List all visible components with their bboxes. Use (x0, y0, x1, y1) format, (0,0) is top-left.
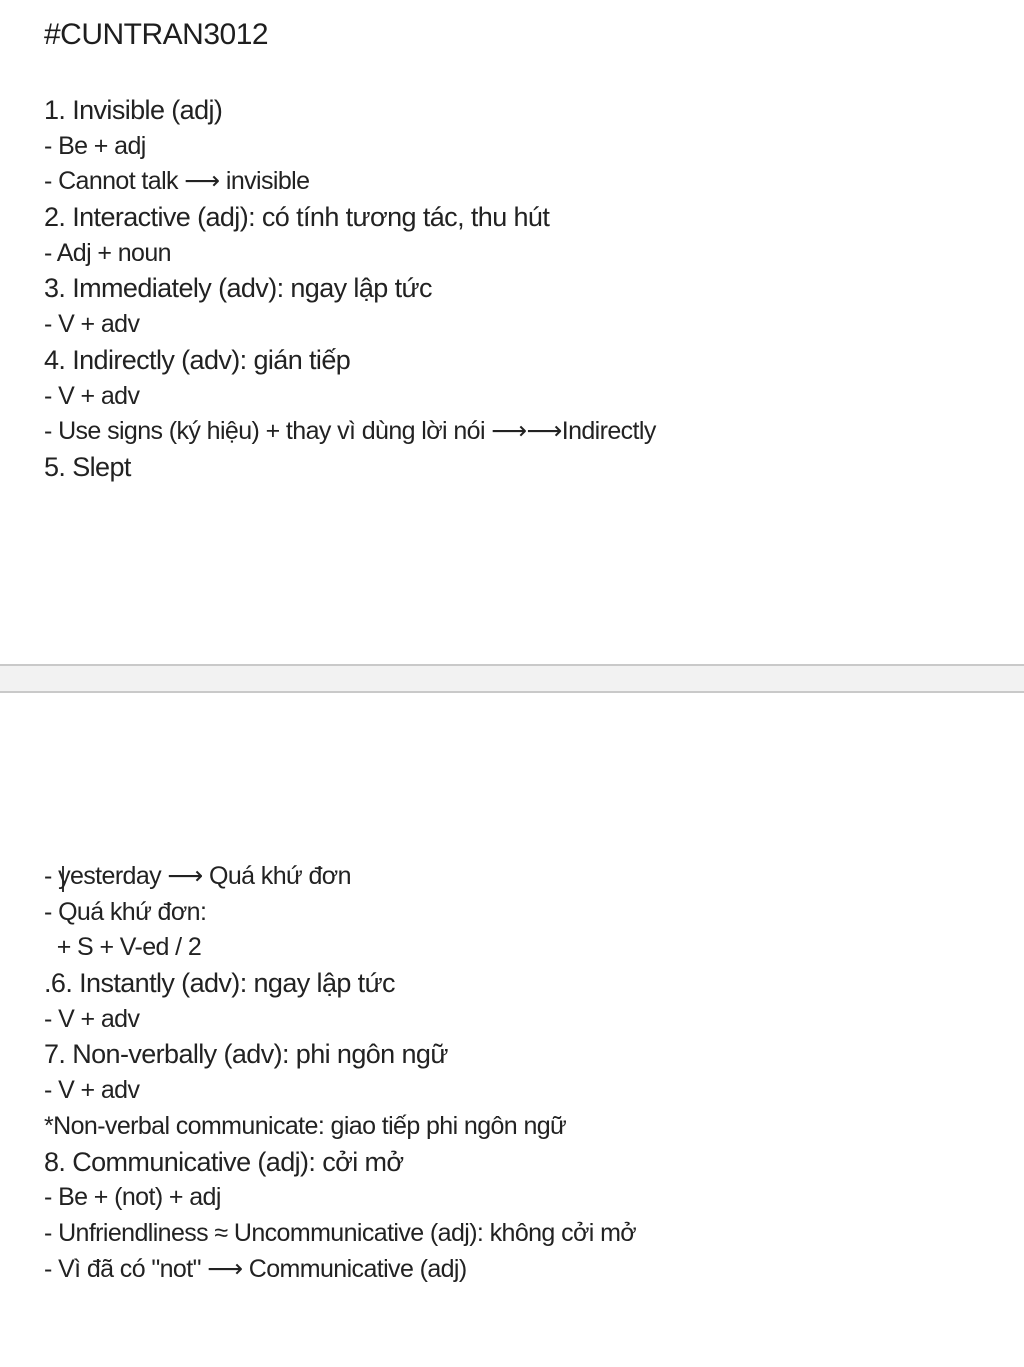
item-1-title[interactable]: 1. Invisible (adj) (44, 95, 223, 125)
item-8-rule[interactable]: - Be + (not) + adj (44, 1183, 221, 1212)
page-break-separator (0, 664, 1024, 693)
item-1-rule[interactable]: - Be + adj (44, 131, 146, 160)
item-5-formula[interactable]: + S + V-ed / 2 (44, 933, 202, 962)
item-5-title[interactable]: 5. Slept (44, 451, 131, 482)
document-page-1 (0, 0, 1024, 664)
item-8-note[interactable]: - Unfriendliness ≈ Uncommunicative (adj): không cởi mở (44, 1218, 637, 1247)
item-4-rule[interactable]: - V + adv (44, 381, 140, 410)
item-3-rule[interactable]: - V + adv (44, 310, 140, 339)
item-3-title[interactable]: 3. Immediately (adv): ngay lập tức (44, 273, 432, 304)
item-7-rule[interactable]: - V + adv (44, 1076, 140, 1105)
item-7-note[interactable]: *Non-verbal communicate: giao tiếp phi ngôn ngữ (44, 1111, 567, 1140)
item-7-title[interactable]: 7. Non-verbally (adv): phi ngôn ngữ (44, 1039, 448, 1070)
item-8-title[interactable]: 8. Communicative (adj): cởi mở (44, 1146, 404, 1177)
item-6-rule[interactable]: - V + adv (44, 1004, 140, 1033)
item-2-title[interactable]: 2. Interactive (adj): có tính tương tác, thu hút (44, 202, 550, 233)
notes-list-page-1 (44, 93, 656, 486)
item-5-note[interactable]: - yesterday ⟶ Quá khứ đơn (44, 862, 351, 890)
item-1-note[interactable]: - Cannot talk ⟶ invisible (44, 167, 310, 196)
notes-list-page-2 (44, 859, 636, 1287)
item-2-rule[interactable]: - Adj + noun (44, 238, 171, 267)
document-heading[interactable]: #CUNTRAN3012 (44, 18, 269, 51)
item-6-title[interactable]: .6. Instantly (adv): ngay lập tức (44, 968, 395, 999)
item-4-note[interactable]: - Use signs (ký hiệu) + thay vì dùng lời nói ⟶⟶Indirectly (44, 417, 656, 446)
item-5-tense[interactable]: - Quá khứ đơn: (44, 897, 207, 926)
item-4-title[interactable]: 4. Indirectly (adv): gián tiếp (44, 344, 351, 375)
item-8-conclusion[interactable]: - Vì đã có "not" ⟶ Communicative (adj) (44, 1254, 467, 1283)
